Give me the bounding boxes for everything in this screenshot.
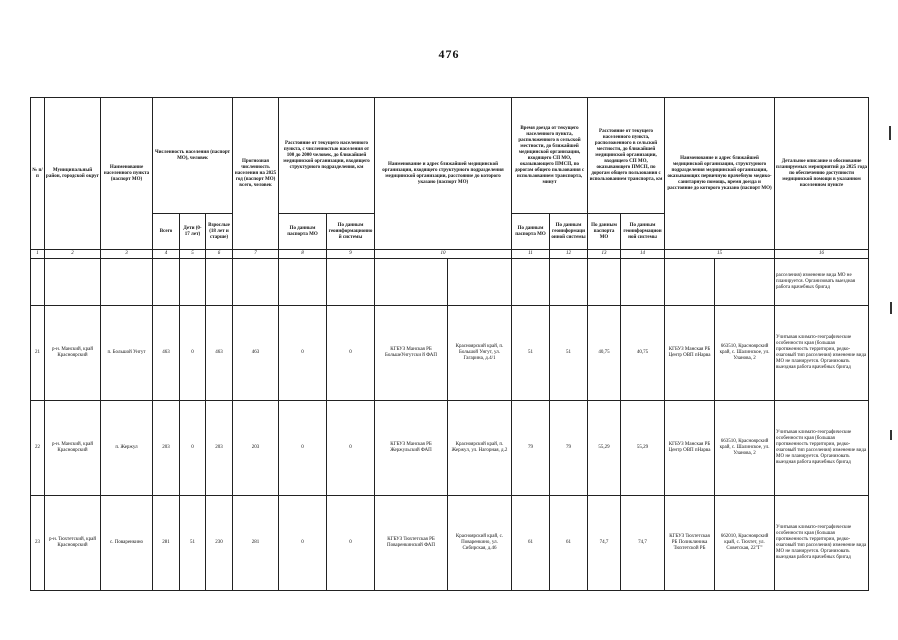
column-number: 16 bbox=[775, 250, 869, 259]
cell-dist-geo: 0 bbox=[327, 496, 375, 591]
column-number: 1 bbox=[31, 250, 45, 259]
header-district: Муниципальный район, городской округ bbox=[45, 98, 101, 250]
cell-time-passport: 51 bbox=[512, 306, 550, 401]
cell-pop-children: 51 bbox=[180, 496, 206, 591]
header-dist-passport: По данным паспорта МО bbox=[279, 214, 327, 250]
cell-org-name: КГБУЗ Манская РБ БольшеУнгутски й ФАП bbox=[375, 306, 448, 401]
cell-time-passport: 61 bbox=[512, 496, 550, 591]
cell-pmsp-name: КГБУЗ Манская РБ Центр ОВП пНарва bbox=[665, 401, 715, 496]
scan-mark bbox=[890, 302, 892, 314]
header-time-passport: По данным паспорта МО bbox=[512, 214, 550, 250]
cell-org-address: Красноярский край, п. Жержул, ул. Нагорная, д.2 bbox=[448, 401, 512, 496]
cell-time-geo: 51 bbox=[550, 306, 588, 401]
cell-num: 22 bbox=[31, 401, 45, 496]
column-number: 9 bbox=[327, 250, 375, 259]
cell-pmsp-name: КГБУЗ Тюхтетская РБ Поликлиника Тюхтетской РБ bbox=[665, 496, 715, 591]
column-number: 8 bbox=[279, 250, 327, 259]
table-row bbox=[31, 496, 869, 591]
cell-org-address: Красноярский край, с. Поваренкино, ул. Сибирская, д.46 bbox=[448, 496, 512, 591]
cell-settlement: п. Жержул bbox=[101, 401, 153, 496]
cell-dist2-geo: 40,75 bbox=[621, 306, 665, 401]
cell-pmsp-address: 663510, Красноярский край, с. Шалинское, ул. Уланова, 2 bbox=[715, 401, 775, 496]
cell-pop-adults: 230 bbox=[206, 496, 233, 591]
header-forecast: Прогнозная численность населения на 2025 год (паспорт МО) всего, человек bbox=[233, 98, 279, 250]
header-nearest-org: Наименование и адрес ближайшей медицинской организации, входящего структурного подразделения медицинской организации, расстояние до которого указано (паспорт МО) bbox=[375, 98, 512, 250]
column-number: 5 bbox=[180, 250, 206, 259]
column-number: 12 bbox=[550, 250, 588, 259]
cell-dist2-geo: 74,7 bbox=[621, 496, 665, 591]
cell-pop-adults: 203 bbox=[206, 401, 233, 496]
page-number: 476 bbox=[438, 47, 460, 61]
cell-pop-adults: 463 bbox=[206, 306, 233, 401]
cell-org-name: КГБУЗ Тюхтетская РБ Поваренкинский ФАП bbox=[375, 496, 448, 591]
header-distance-pmsp-group: Расстояние от текущего населенного пункта, расположенного в сельской местности, до ближайшей медицинской организации, входящего СП МО, оказывающего ПМСП, по дорогам общего пользования с использованием транспорта, км bbox=[588, 98, 665, 214]
column-number: 7 bbox=[233, 250, 279, 259]
cell-dist-passport: 0 bbox=[279, 306, 327, 401]
cell-description: Учитывая климато-географические особенности края (большая протяженность территории, редко-очаговый тип расселения) изменение вида МО не планируется. Организовать выездная работа врачебных бригад bbox=[775, 306, 869, 401]
cell-pop-children: 0 bbox=[180, 401, 206, 496]
header-description: Детальное описание и обоснование планируемых мероприятий до 2025 года по обеспечению доступности медицинской помощи в указанном населенном пункте bbox=[775, 98, 869, 250]
header-pmsp-org: Наименование и адрес ближайшей медицинской организации, структурного подразделения медицинской организации, оказывающих первичную врачебную медико-санитарную помощь, время доезда и расстояние до которого указано (паспорт МО) bbox=[665, 98, 775, 250]
column-number: 3 bbox=[101, 250, 153, 259]
header-distance-group: Расстояние от текущего населенного пункта, с численностью населения от 100 до 2000 человек, до ближайшей медицинской организации, входящего структурного подразделения, км bbox=[279, 98, 375, 214]
scan-mark bbox=[890, 430, 892, 440]
cell-dist-geo: 0 bbox=[327, 306, 375, 401]
cell-district: р-н. Тюхтетский, край Красноярский bbox=[45, 496, 101, 591]
header-travel-time-group: Время доезда от текущего населенного пункта, расположенного в сельской местности, до ближайшей медицинской организации, входящего СП МО, оказывающего ПМСП, по дорогам общего пользования с использованием транспорта, минут bbox=[512, 98, 588, 214]
column-number: 6 bbox=[206, 250, 233, 259]
cell-dist-passport: 0 bbox=[279, 496, 327, 591]
cell-time-geo: 79 bbox=[550, 401, 588, 496]
cell-forecast: 203 bbox=[233, 401, 279, 496]
continuation-text: расселения) изменение вида МО не планируется. Организовать выездная работа врачебных бригад bbox=[775, 259, 869, 306]
cell-num: 21 bbox=[31, 306, 45, 401]
cell-dist-passport: 0 bbox=[279, 401, 327, 496]
table-row bbox=[31, 306, 869, 401]
cell-district: р-н. Манский, край Красноярский bbox=[45, 401, 101, 496]
column-number: 13 bbox=[588, 250, 621, 259]
cell-settlement: п. Большой Унгут bbox=[101, 306, 153, 401]
header-dist2-passport: По данным паспорта МО bbox=[588, 214, 621, 250]
column-number: 2 bbox=[45, 250, 101, 259]
cell-pmsp-name: КГБУЗ Манская РБ Центр ОВП пНарва bbox=[665, 306, 715, 401]
cell-dist2-geo: 55,29 bbox=[621, 401, 665, 496]
header-time-geo: По данным геоинформационной системы bbox=[550, 214, 588, 250]
cell-pop-children: 0 bbox=[180, 306, 206, 401]
table-row bbox=[31, 401, 869, 496]
header-pop-children: Дети (0-17 лет) bbox=[180, 214, 206, 250]
column-number: 10 bbox=[375, 250, 512, 259]
cell-forecast: 281 bbox=[233, 496, 279, 591]
cell-org-address: Красноярский край, п. Большой Унгут, ул. Гагарина, д.4/1 bbox=[448, 306, 512, 401]
cell-dist-geo: 0 bbox=[327, 401, 375, 496]
cell-pmsp-address: 663510, Красноярский край, с. Шалинское, ул. Уланова, 2 bbox=[715, 306, 775, 401]
column-number: 11 bbox=[512, 250, 550, 259]
header-population-group: Численность населения (паспорт МО), человек bbox=[153, 98, 233, 214]
cell-pop-total: 203 bbox=[153, 401, 180, 496]
header-pop-adults: Взрослые (18 лет и старше) bbox=[206, 214, 233, 250]
cell-dist2-passport: 74,7 bbox=[588, 496, 621, 591]
column-number: 4 bbox=[153, 250, 180, 259]
header-num: № п/п bbox=[31, 98, 45, 250]
cell-pop-total: 463 bbox=[153, 306, 180, 401]
header-settlement: Наименование населенного пункта (паспорт МО) bbox=[101, 98, 153, 250]
header-pop-total: Всего bbox=[153, 214, 180, 250]
cell-pmsp-address: 662010, Красноярский край, с. Тюхтет, ул. Советская, 22"Г" bbox=[715, 496, 775, 591]
cell-forecast: 463 bbox=[233, 306, 279, 401]
cell-time-passport: 79 bbox=[512, 401, 550, 496]
cell-num: 23 bbox=[31, 496, 45, 591]
cell-time-geo: 61 bbox=[550, 496, 588, 591]
cell-dist2-passport: 40,75 bbox=[588, 306, 621, 401]
cell-dist2-passport: 55,29 bbox=[588, 401, 621, 496]
cell-description: Учитывая климато-географические особенности края (большая протяженность территории, редко-очаговый тип расселения) изменение вида МО не планируется. Организовать выездная работа врачебных бригад bbox=[775, 496, 869, 591]
cell-district: р-н. Манский, край Красноярский bbox=[45, 306, 101, 401]
cell-pop-total: 281 bbox=[153, 496, 180, 591]
column-number: 15 bbox=[665, 250, 775, 259]
continuation-row bbox=[31, 259, 869, 306]
header-row-1 bbox=[31, 98, 869, 214]
cell-description: Учитывая климато-географические особенности края (большая протяженность территории, редко-очаговый тип расселения) изменение вида МО не планируется. Организовать выездная работа врачебных бригад bbox=[775, 401, 869, 496]
header-dist-geo: По данным геоинформационной системы bbox=[327, 214, 375, 250]
scan-mark bbox=[889, 126, 891, 140]
medical-facilities-table bbox=[30, 97, 869, 591]
column-number-row bbox=[31, 250, 869, 259]
cell-settlement: с. Поваренкино bbox=[101, 496, 153, 591]
cell-org-name: КГБУЗ Манская РБ Жержульский ФАП bbox=[375, 401, 448, 496]
header-dist2-geo: По данным геоинформационной системы bbox=[621, 214, 665, 250]
column-number: 14 bbox=[621, 250, 665, 259]
